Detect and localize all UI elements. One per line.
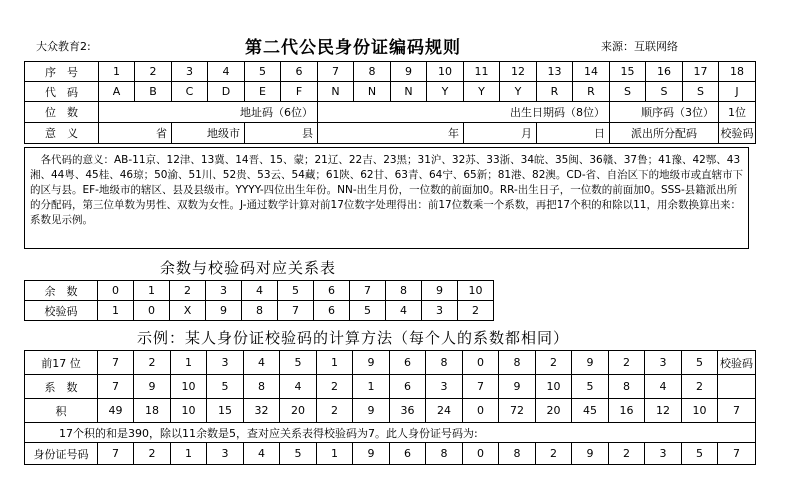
source-label: 来源：互联网络 xyxy=(601,40,678,53)
id-digit-cell: 0 xyxy=(463,443,499,465)
digit-cell: 5 xyxy=(682,351,718,375)
coefficient-cell: 8 xyxy=(609,375,645,399)
header-left-label: 大众教育2: xyxy=(36,40,91,53)
meaning-county: 县 xyxy=(245,123,318,144)
digit-cell: 2 xyxy=(609,351,645,375)
coefficient-check-empty xyxy=(718,375,756,399)
seq-cell: 12 xyxy=(500,62,537,82)
bits-row-label: 位 数 xyxy=(25,102,99,123)
id-digit-cell: 1 xyxy=(317,443,353,465)
digit-cell: 9 xyxy=(572,351,609,375)
meaning-check: 校验码 xyxy=(719,123,756,144)
product-cell: 18 xyxy=(134,399,171,423)
digit-cell: 9 xyxy=(353,351,390,375)
seq-row-label: 序 号 xyxy=(25,62,99,82)
code-cell: R xyxy=(573,82,610,102)
code-cell: D xyxy=(208,82,245,102)
product-cell: 32 xyxy=(244,399,280,423)
remainder-cell: 6 xyxy=(314,281,350,301)
meaning-police: 派出所分配码 xyxy=(610,123,719,144)
check-code-cell: 4 xyxy=(386,301,422,321)
seq-cell: 15 xyxy=(610,62,646,82)
code-cell: S xyxy=(610,82,646,102)
coefficient-cell: 9 xyxy=(499,375,536,399)
product-cell: 15 xyxy=(207,399,244,423)
check-code-cell: X xyxy=(170,301,206,321)
remainder-cell: 2 xyxy=(170,281,206,301)
seq-row xyxy=(25,62,756,82)
check-code-cell: 2 xyxy=(458,301,494,321)
id-digit-cell: 2 xyxy=(134,443,171,465)
seq-cell: 7 xyxy=(318,62,354,82)
order-code-bits: 顺序码（3位） xyxy=(610,102,719,123)
check-code-cell: 9 xyxy=(206,301,242,321)
coefficient-cell: 10 xyxy=(171,375,207,399)
seq-cell: 6 xyxy=(281,62,318,82)
digit-cell: 8 xyxy=(426,351,463,375)
digit-cell: 5 xyxy=(280,351,317,375)
bits-row xyxy=(25,102,756,123)
page-title: 第二代公民身份证编码规则 xyxy=(245,38,461,58)
seq-cell: 14 xyxy=(573,62,610,82)
check-code-cell: 6 xyxy=(314,301,350,321)
coefficient-cell: 9 xyxy=(134,375,171,399)
check-header: 校验码 xyxy=(718,351,756,375)
coefficient-cell: 5 xyxy=(207,375,244,399)
example-table xyxy=(24,350,756,465)
coefficient-cell: 10 xyxy=(536,375,572,399)
id-digit-cell: 2 xyxy=(536,443,572,465)
code-row-label: 代 码 xyxy=(25,82,99,102)
digits-row xyxy=(25,351,756,375)
code-cell: R xyxy=(537,82,573,102)
note-row xyxy=(25,423,756,443)
id-number-row-label: 身份证号码 xyxy=(25,443,98,465)
coefficient-cell: 4 xyxy=(280,375,317,399)
digit-cell: 4 xyxy=(244,351,280,375)
seq-cell: 1 xyxy=(99,62,135,82)
remainder-cell: 3 xyxy=(206,281,242,301)
digit-cell: 1 xyxy=(171,351,207,375)
id-digit-cell: 1 xyxy=(171,443,207,465)
id-digit-cell: 2 xyxy=(609,443,645,465)
code-cell: N xyxy=(391,82,427,102)
seq-cell: 9 xyxy=(391,62,427,82)
digit-cell: 3 xyxy=(207,351,244,375)
check-code-row xyxy=(25,301,494,321)
coefficient-cell: 2 xyxy=(682,375,718,399)
code-cell: Y xyxy=(427,82,464,102)
digit-cell: 2 xyxy=(536,351,572,375)
code-cell: Y xyxy=(464,82,500,102)
seq-cell: 11 xyxy=(464,62,500,82)
digit-cell: 8 xyxy=(499,351,536,375)
meaning-year: 年 xyxy=(318,123,464,144)
digit-cell: 1 xyxy=(317,351,353,375)
check-code-bits: 1位 xyxy=(719,102,756,123)
birth-code-bits: 出生日期码（8位） xyxy=(318,102,610,123)
id-digit-cell: 3 xyxy=(207,443,244,465)
remainder-cell: 9 xyxy=(422,281,458,301)
remainder-cell: 4 xyxy=(242,281,278,301)
product-cell: 12 xyxy=(645,399,682,423)
seq-cell: 3 xyxy=(172,62,208,82)
id-digit-cell: 7 xyxy=(98,443,134,465)
digit-cell: 6 xyxy=(390,351,426,375)
coefficient-row-label: 系 数 xyxy=(25,375,98,399)
product-row-label: 积 xyxy=(25,399,98,423)
code-cell: F xyxy=(281,82,318,102)
id-digit-cell: 7 xyxy=(718,443,756,465)
product-row xyxy=(25,399,756,423)
code-cell: S xyxy=(646,82,683,102)
meaning-row-label: 意 义 xyxy=(25,123,99,144)
product-cell: 2 xyxy=(317,399,353,423)
check-code-cell: 5 xyxy=(350,301,386,321)
code-cell: A xyxy=(99,82,135,102)
remainder-cell: 8 xyxy=(386,281,422,301)
coefficient-cell: 4 xyxy=(645,375,682,399)
coefficient-cell: 7 xyxy=(98,375,134,399)
coefficient-cell: 3 xyxy=(426,375,463,399)
id-digit-cell: 8 xyxy=(499,443,536,465)
meaning-province: 省 xyxy=(99,123,172,144)
coefficient-cell: 1 xyxy=(353,375,390,399)
digit-cell: 7 xyxy=(98,351,134,375)
seq-cell: 8 xyxy=(354,62,391,82)
seq-cell: 18 xyxy=(719,62,756,82)
product-cell: 10 xyxy=(171,399,207,423)
check-code-cell: 0 xyxy=(134,301,170,321)
code-cell: B xyxy=(135,82,172,102)
address-code-bits: 地址码（6位） xyxy=(99,102,318,123)
coefficient-cell: 6 xyxy=(390,375,426,399)
remainder-section-title: 余数与校验码对应关系表 xyxy=(160,259,337,277)
product-cell: 10 xyxy=(682,399,718,423)
coefficient-cell: 2 xyxy=(317,375,353,399)
digit-cell: 3 xyxy=(645,351,682,375)
coefficient-cell: 8 xyxy=(244,375,280,399)
product-cell: 16 xyxy=(609,399,645,423)
remainder-cell: 1 xyxy=(134,281,170,301)
seq-cell: 13 xyxy=(537,62,573,82)
product-cell: 20 xyxy=(536,399,572,423)
check-code-cell: 7 xyxy=(278,301,314,321)
example-section-title: 示例：某人身份证校验码的计算方法（每个人的系数都相同） xyxy=(137,329,570,347)
id-digit-cell: 6 xyxy=(390,443,426,465)
check-code-row-label: 校验码 xyxy=(25,301,98,321)
code-cell: N xyxy=(354,82,391,102)
check-code-cell: 8 xyxy=(242,301,278,321)
code-cell: N xyxy=(318,82,354,102)
remainder-cell: 10 xyxy=(458,281,494,301)
product-cell: 0 xyxy=(463,399,499,423)
coefficient-row xyxy=(25,375,756,399)
product-cell: 36 xyxy=(390,399,426,423)
remainder-table xyxy=(24,280,494,321)
id-digit-cell: 5 xyxy=(280,443,317,465)
id-digit-cell: 3 xyxy=(645,443,682,465)
remainder-row xyxy=(25,281,494,301)
remainder-cell: 0 xyxy=(98,281,134,301)
check-code-cell: 3 xyxy=(422,301,458,321)
coefficient-cell: 7 xyxy=(463,375,499,399)
product-cell: 45 xyxy=(572,399,609,423)
seq-cell: 17 xyxy=(683,62,719,82)
coefficient-cell: 5 xyxy=(572,375,609,399)
product-cell: 9 xyxy=(353,399,390,423)
rule-table xyxy=(24,61,756,144)
product-cell: 72 xyxy=(499,399,536,423)
seq-cell: 16 xyxy=(646,62,683,82)
seq-cell: 5 xyxy=(245,62,281,82)
meaning-day: 日 xyxy=(537,123,610,144)
id-digit-cell: 4 xyxy=(244,443,280,465)
product-cell: 24 xyxy=(426,399,463,423)
code-cell: E xyxy=(245,82,281,102)
meaning-row xyxy=(25,123,756,144)
check-code-cell: 1 xyxy=(98,301,134,321)
code-cell: C xyxy=(172,82,208,102)
seq-cell: 2 xyxy=(135,62,172,82)
id-digit-cell: 5 xyxy=(682,443,718,465)
seq-cell: 4 xyxy=(208,62,245,82)
product-cell: 49 xyxy=(98,399,134,423)
code-description: 各代码的意义：AB-11京、12津、13冀、14晋、15、蒙；21辽、22吉、23黑；31沪、32苏、33浙、34皖、35闽、36赣、37鲁；41豫、42鄂、43湘、44粤、45桂、46琼；50渝、51川、52贵、53云、54藏；61陕、62甘、63青、64宁、65新；81港、82澳。CD-省、自治区下的地级市或直辖市下的区与县。EF-地级市的辖区、县及县级市。YYYY-四位出生年份。NN-出生月份，一位数的前面加0。RR-出生日子，一位数的前面加0。SSS-县籍派出所的分配码，第三位单数为男性、双数为女性。J-通过数学计算对前17位数字处理得出：前17位数乘一个系数，再把17个积的和除以11，用余数换算出来：系数见示例。 xyxy=(24,147,749,249)
product-cell: 20 xyxy=(280,399,317,423)
digit-cell: 0 xyxy=(463,351,499,375)
remainder-cell: 5 xyxy=(278,281,314,301)
code-cell: J xyxy=(719,82,756,102)
id-number-row xyxy=(25,443,756,465)
remainder-row-label: 余 数 xyxy=(25,281,98,301)
code-cell: S xyxy=(683,82,719,102)
product-check-cell: 7 xyxy=(718,399,756,423)
seq-cell: 10 xyxy=(427,62,464,82)
meaning-month: 月 xyxy=(464,123,537,144)
meaning-city: 地级市 xyxy=(172,123,245,144)
id-digit-cell: 8 xyxy=(426,443,463,465)
digit-cell: 2 xyxy=(134,351,171,375)
digits-row-label: 前17 位 xyxy=(25,351,98,375)
calculation-note: 17个积的和是390，除以11余数是5，查对应关系表得校验码为7。此人身份证号码为: xyxy=(25,423,756,443)
code-row xyxy=(25,82,756,102)
code-cell: Y xyxy=(500,82,537,102)
id-digit-cell: 9 xyxy=(572,443,609,465)
id-digit-cell: 9 xyxy=(353,443,390,465)
remainder-cell: 7 xyxy=(350,281,386,301)
